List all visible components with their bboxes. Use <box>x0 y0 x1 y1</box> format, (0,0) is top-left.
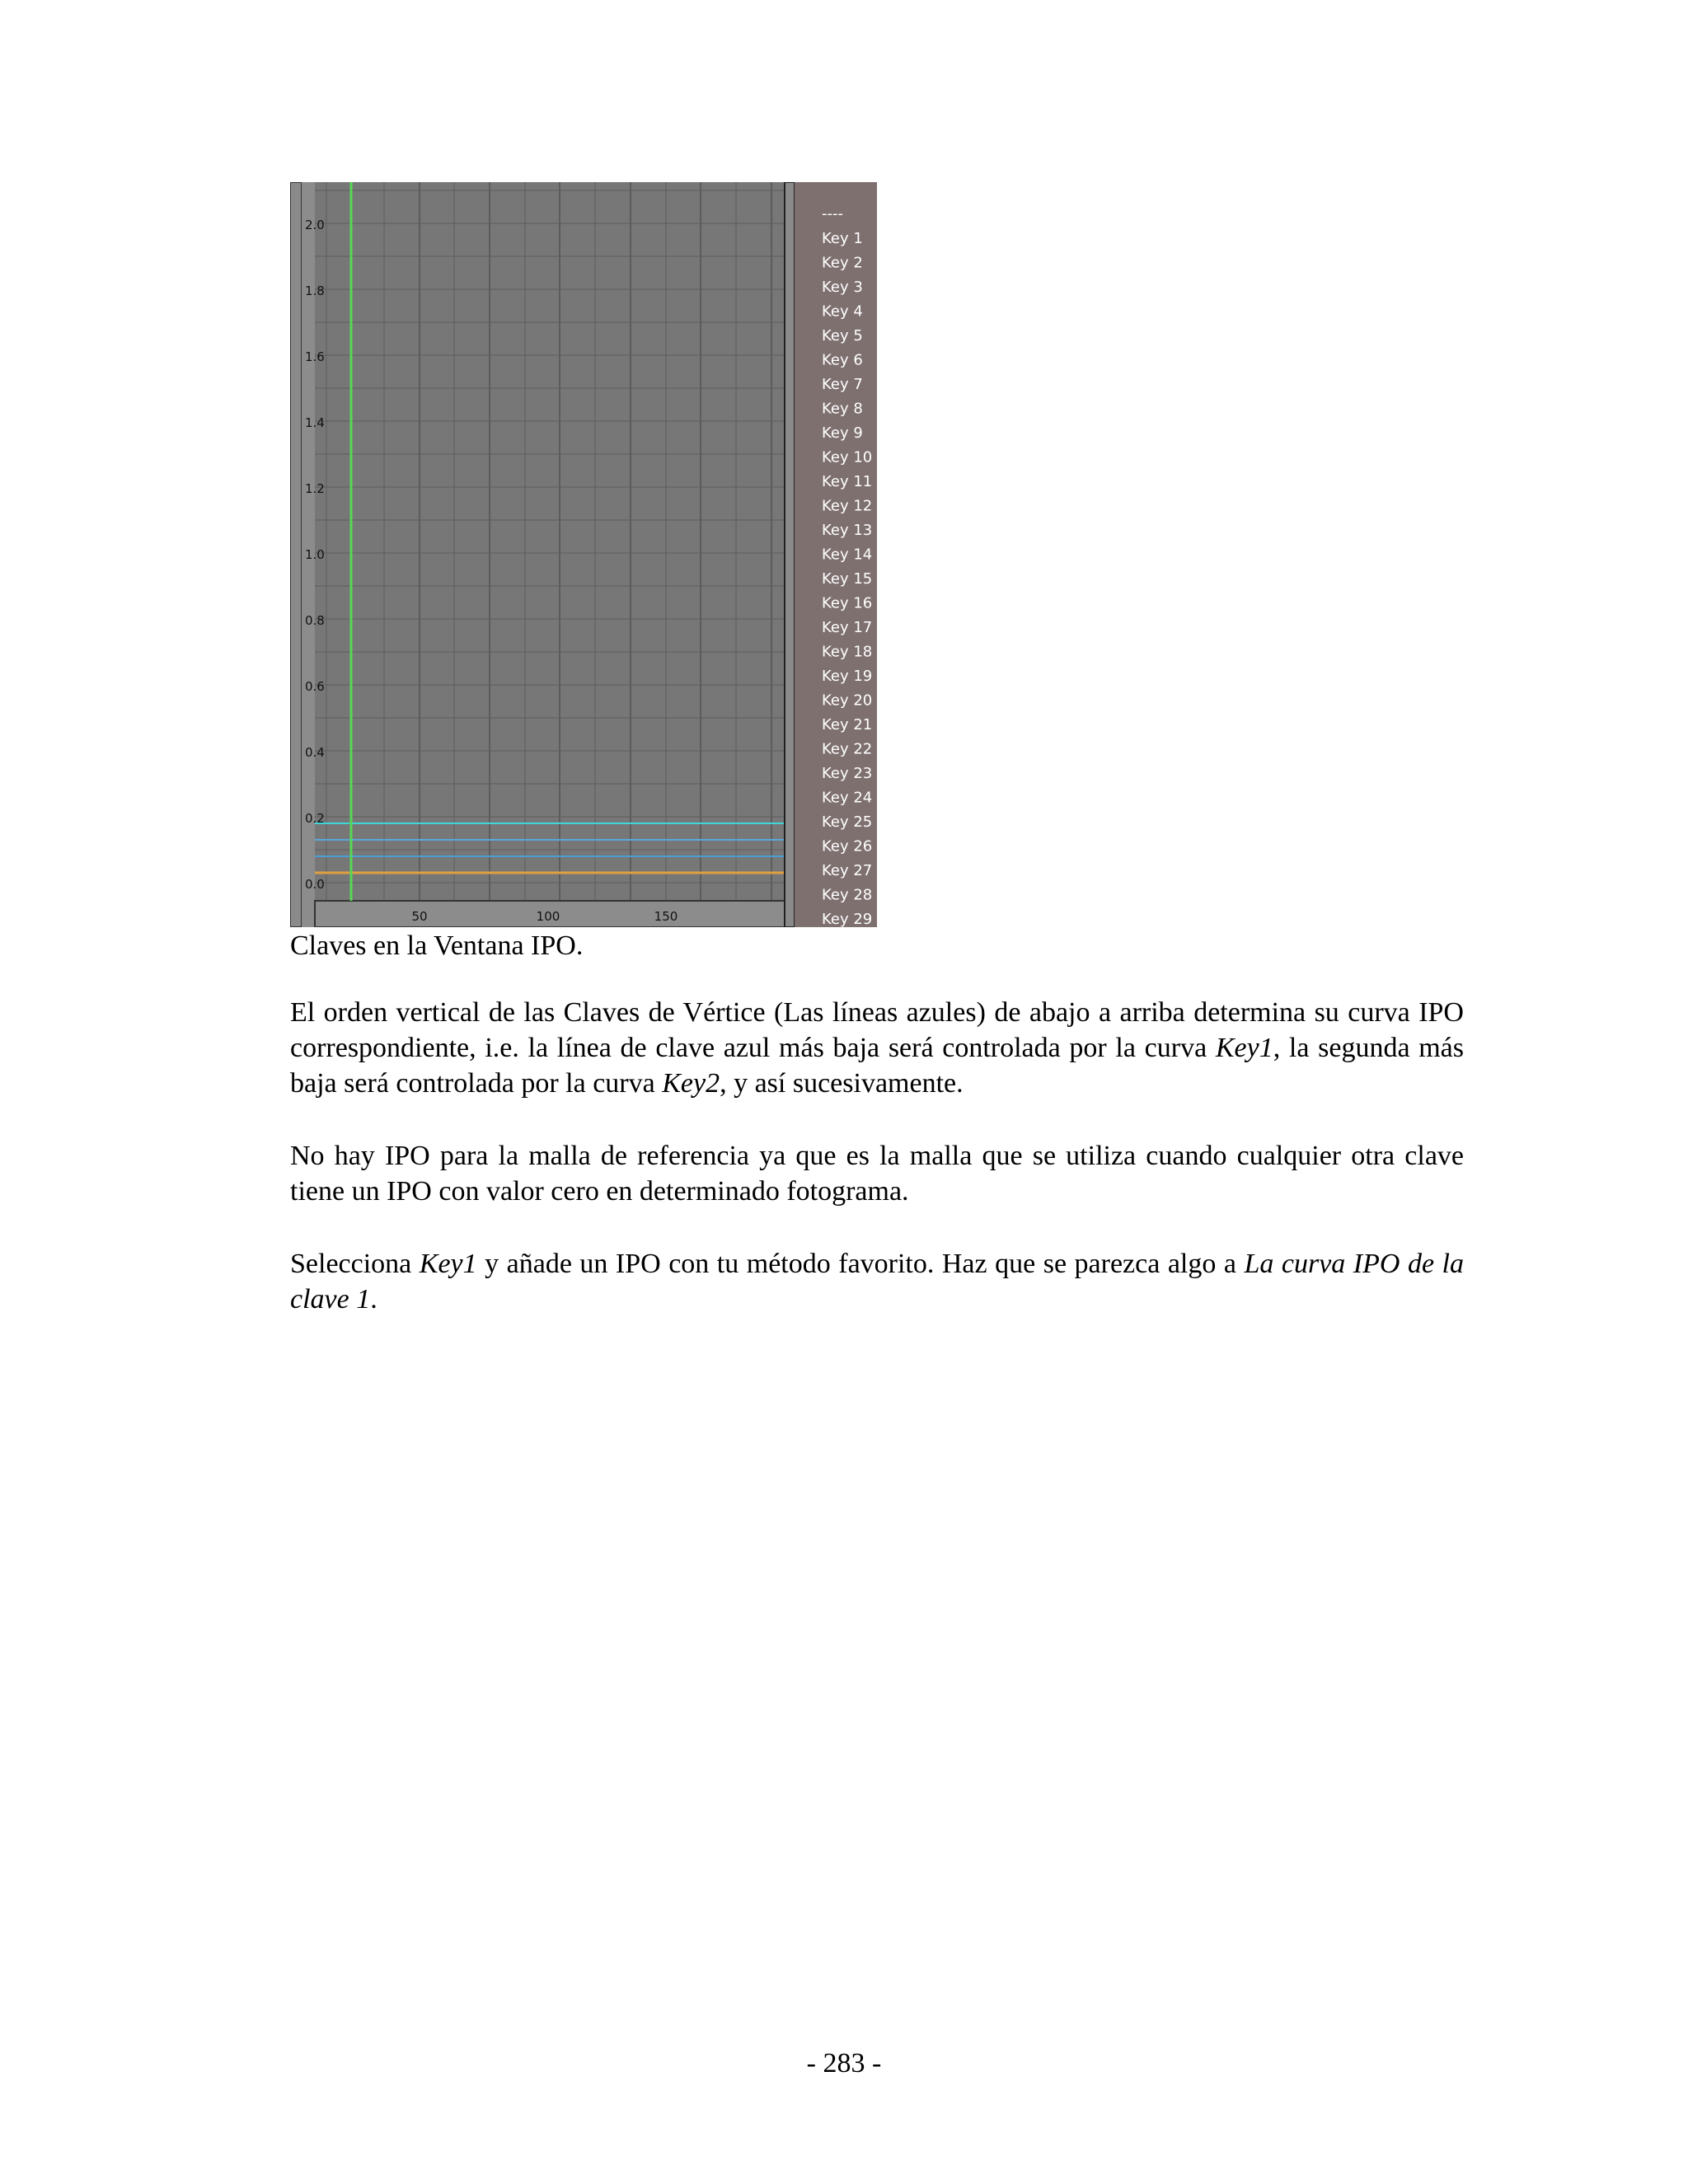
page-number: - 283 - <box>806 2048 882 2079</box>
p1-text-2: , la segunda más baja será controlada por la curva <box>290 1033 1465 1099</box>
key-header[interactable]: ---- <box>822 205 843 223</box>
y-tick-label: 1.2 <box>305 481 325 496</box>
key-channel-item[interactable]: Key 17 <box>822 619 873 636</box>
key-channel-item[interactable]: Key 9 <box>822 424 863 442</box>
key-channel-item[interactable]: Key 12 <box>822 497 873 515</box>
p3-text-2: y añade un IPO con tu método favorito. Haz que se parezca algo a <box>476 1249 1245 1279</box>
key-channel-item[interactable]: Key 27 <box>822 862 873 879</box>
y-tick-label: 1.4 <box>305 415 325 430</box>
y-tick-label: 0.0 <box>305 877 325 892</box>
key-channel-item[interactable]: Key 14 <box>822 546 873 564</box>
x-tick-label: 50 <box>411 909 428 924</box>
key-channel-item[interactable]: Key 11 <box>822 473 873 490</box>
key-channel-item[interactable]: Key 1 <box>822 230 863 247</box>
y-tick-label: 1.8 <box>305 284 325 298</box>
key-channel-item[interactable]: Key 6 <box>822 351 863 369</box>
key-channel-item[interactable]: Key 8 <box>822 400 863 418</box>
y-tick-label: 1.0 <box>305 547 325 562</box>
left-scroll-strip[interactable] <box>290 182 302 927</box>
ipo-plot-area[interactable] <box>315 182 785 901</box>
key-channel-item[interactable]: Key 24 <box>822 789 873 807</box>
p3-text-1: Selecciona <box>290 1249 420 1279</box>
figure-caption: Claves en la Ventana IPO. <box>290 930 584 961</box>
key-channel-item[interactable]: Key 21 <box>822 716 873 733</box>
p3-emph-curve-title: La curva IPO de la clave 1 <box>290 1249 1464 1315</box>
p1-emph-key1: Key1 <box>1215 1033 1273 1063</box>
key-channel-item[interactable]: Key 22 <box>822 740 873 758</box>
p1-text-1: El orden vertical de las Claves de Vértice (Las líneas azules) de abajo a arriba determina su curva IPO correspondiente, i.e. la línea de clave azul más baja será controlada por la curva <box>290 997 1464 1063</box>
key-channel-item[interactable]: Key 18 <box>822 643 873 661</box>
key-channel-item[interactable]: Key 20 <box>822 691 873 710</box>
p1-text-3: , y así sucesivamente. <box>720 1068 964 1099</box>
x-tick-label: 150 <box>654 909 678 924</box>
y-tick-label: 2.0 <box>305 218 325 232</box>
key-channel-item[interactable]: Key 16 <box>822 594 873 612</box>
y-tick-label: 0.2 <box>305 811 325 826</box>
paragraph-reference-mesh: No hay IPO para la malla de referencia ya que es la malla que se utiliza cuando cualquier otra clave tiene un IPO con valor cero en determinado fotograma. <box>290 1141 1464 1207</box>
key-channel-item[interactable]: Key 26 <box>822 837 873 855</box>
key-channel-item[interactable]: Key 28 <box>822 886 873 904</box>
key-channel-item[interactable]: Key 25 <box>822 813 873 831</box>
x-tick-label: 100 <box>536 909 560 924</box>
key-channel-item[interactable]: Key 4 <box>822 302 863 321</box>
key-channel-item[interactable]: Key 19 <box>822 668 873 685</box>
p3-emph-key1: Key1 <box>419 1249 477 1279</box>
key-channel-item[interactable]: Key 13 <box>822 522 873 539</box>
key-channel-item[interactable]: Key 5 <box>822 327 863 344</box>
paragraph-vertical-order <box>290 995 1464 1101</box>
y-tick-label: 1.6 <box>305 349 325 364</box>
key-channel-item[interactable]: Key 15 <box>822 570 873 588</box>
panel-separator <box>785 182 795 927</box>
ipo-window-figure <box>290 182 877 927</box>
key-channel-item[interactable]: Key 2 <box>822 254 863 272</box>
key-channel-item[interactable]: Key 23 <box>822 765 873 782</box>
key-channel-item[interactable]: Key 10 <box>822 448 873 466</box>
y-tick-label: 0.4 <box>305 745 325 760</box>
y-tick-label: 0.6 <box>305 679 325 694</box>
ipo-window <box>290 182 877 927</box>
p3-text-3: . <box>370 1284 377 1315</box>
key-channel-item[interactable]: Key 7 <box>822 376 863 393</box>
paragraph-select-key1 <box>290 1246 1464 1317</box>
y-tick-label: 0.8 <box>305 613 325 628</box>
p1-emph-key2: Key2 <box>662 1068 720 1099</box>
key-channel-item[interactable]: Key 3 <box>822 279 863 296</box>
key-channel-item[interactable]: Key 29 <box>822 911 873 927</box>
